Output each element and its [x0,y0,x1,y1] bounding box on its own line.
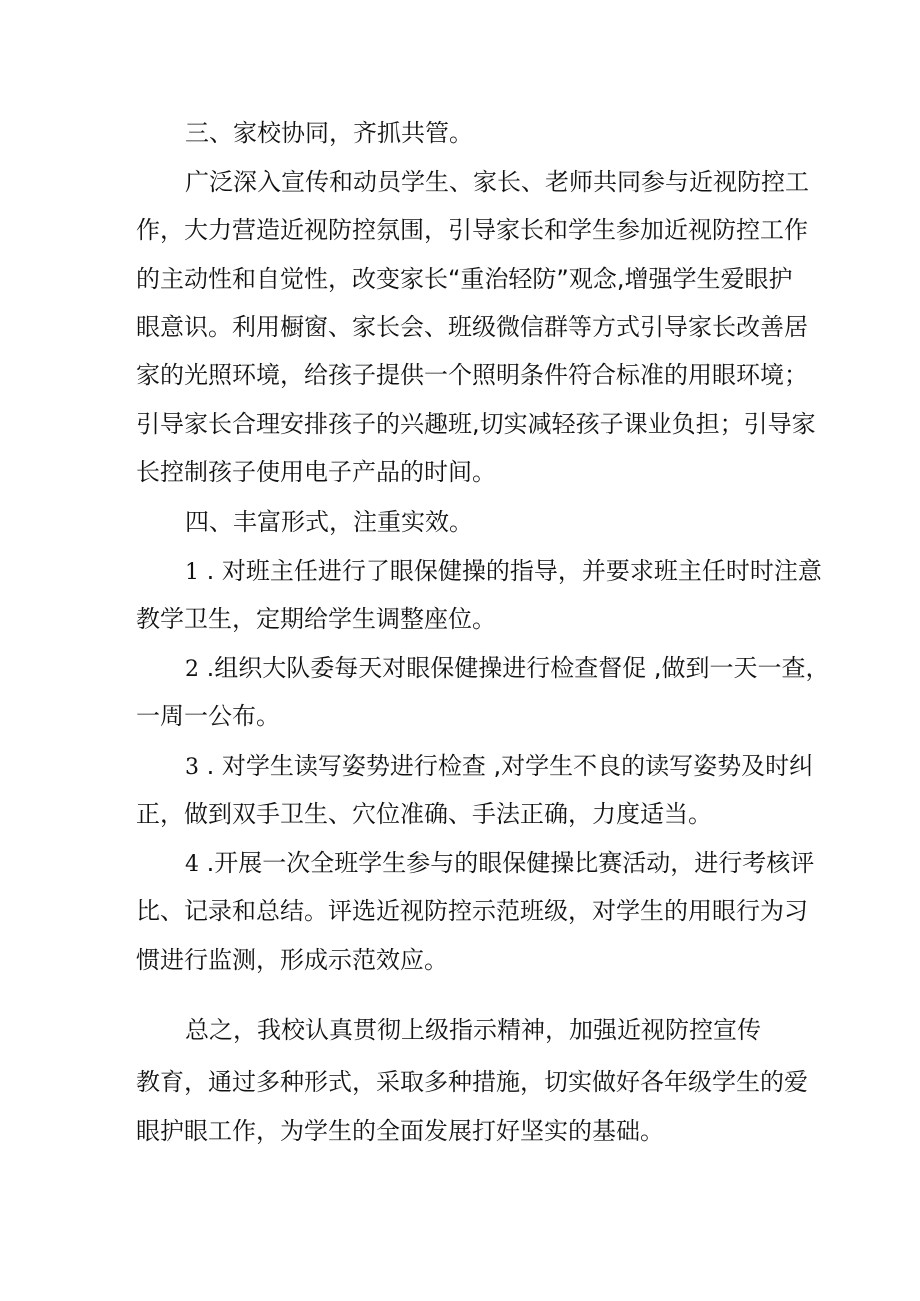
paragraph-line: 引导家长合理安排孩子的兴趣班,切实减轻孩子课业负担；引导家 [136,410,816,438]
list-number: 1 [185,560,199,585]
paragraph-line: 长控制孩子使用电子产品的时间。 [136,458,496,486]
summary-line: 总之，我校认真贯彻上级指示精神，加强近视防控宣传 [185,1016,761,1044]
list-item-1-line1 [185,555,822,587]
list-item-text: .开展一次全班学生参与的眼保健操比赛活动，进行考核评 [199,849,815,877]
list-number: 4 [185,852,199,877]
paragraph-line: 家的光照环境，给孩子提供一个照明条件符合标准的用眼环境； [136,361,808,389]
list-item-text: .组织大队委每天对眼保健操进行检查督促 ,做到一天一查， [199,654,830,682]
paragraph-line: 作，大力营造近视防控氛围，引导家长和学生参加近视防控工作 [136,216,808,244]
summary-line: 教育，通过多种形式，采取多种措施，切实做好各年级学生的爱 [136,1068,808,1096]
list-item-2-line2: 一周一公布。 [136,702,280,730]
section-heading-3: 三、家校协同，齐抓共管。 [185,119,473,147]
list-item-4-line2: 比、记录和总结。评选近视防控示范班级，对学生的用眼行为习 [136,897,808,925]
list-item-text: . 对学生读写姿势进行检查 ,对学生不良的读写姿势及时纠 [199,752,814,780]
list-item-3-line2: 正，做到双手卫生、穴位准确、手法正确，力度适当。 [136,800,712,828]
paragraph-line: 的主动性和自觉性，改变家长“重治轻防”观念,增强学生爱眼护 [136,265,793,293]
list-item-text: . 对班主任进行了眼保健操的指导，并要求班主任时时注意 [199,557,822,585]
list-item-2-line1 [185,652,830,684]
paragraph-line: 眼意识。利用橱窗、家长会、班级微信群等方式引导家长改善居 [136,313,808,341]
list-item-4-line1 [185,847,814,879]
list-number: 2 [185,657,199,682]
section-heading-4: 四、丰富形式，注重实效。 [185,508,473,536]
summary-line: 眼护眼工作，为学生的全面发展打好坚实的基础。 [136,1117,664,1145]
list-item-3-line1 [185,750,813,782]
list-item-4-line3: 惯进行监测，形成示范效应。 [136,946,448,974]
list-number: 3 [185,755,199,780]
list-item-1-line2: 教学卫生，定期给学生调整座位。 [136,605,496,633]
paragraph-line: 广泛深入宣传和动员学生、家长、老师共同参与近视防控工 [185,168,809,196]
